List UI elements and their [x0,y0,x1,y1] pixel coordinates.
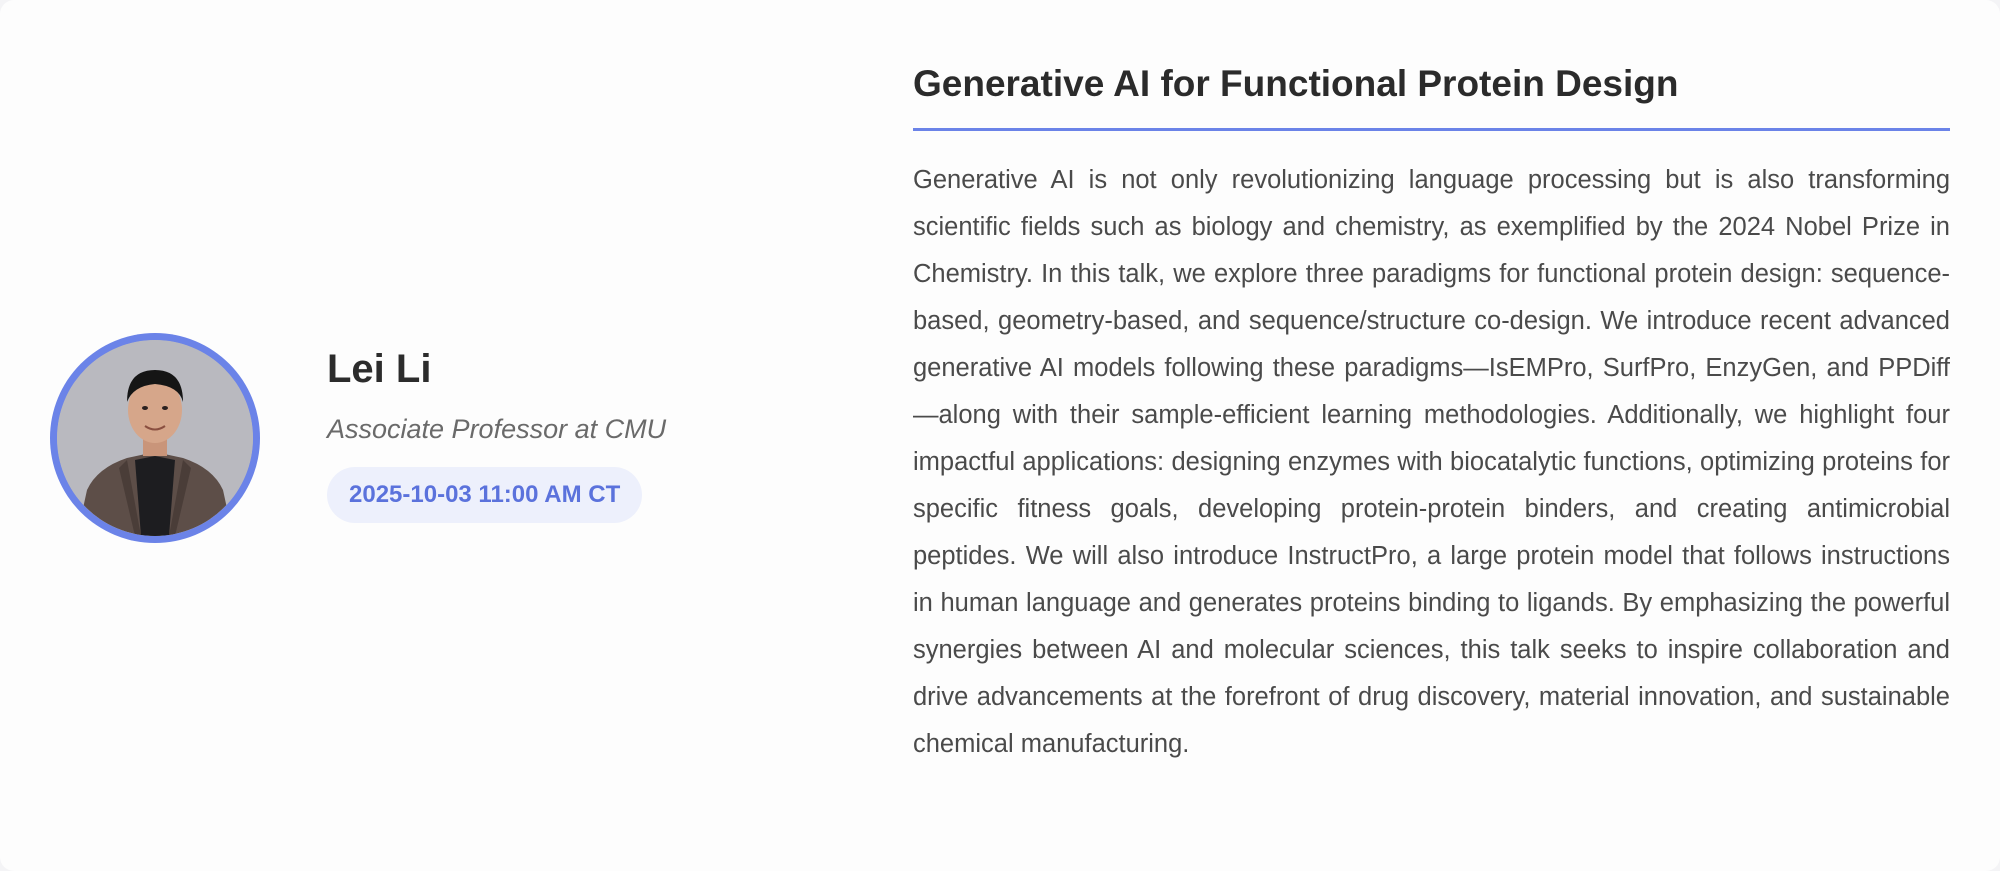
talk-title: Generative AI for Functional Protein Design [913,60,1950,131]
speaker-photo [57,340,253,536]
speaker-info [327,345,666,523]
avatar-ring [50,333,260,543]
talk-abstract: Generative AI is not only revolutionizing language processing but is also transforming scientific fields such as biology and chemistry, as exemplified by the 2024 Nobel Prize in Chemistry. In this talk, we explore three paradigms for functional protein design: sequence-based, geometry-based, and sequence/structure co-design. We introduce recent advanced generative AI models following these paradigms—IsEMPro, SurfPro, EnzyGen, and PPDiff—along with their sample-efficient learning methodologies. Additionally, we highlight four impactful applications: designing enzymes with biocatalytic functions, optimizing proteins for specific fitness goals, developing protein-protein binders, and creating antimicrobial peptides. We will also introduce InstructPro, a large protein model that follows instructions in human language and generates proteins binding to ligands. By emphasizing the powerful synergies between AI and molecular sciences, this talk seeks to inspire collaboration and drive advancements at the forefront of drug discovery, material innovation, and sustainable chemical manufacturing. [913,166,1950,758]
speaker-role: Associate Professor at CMU [327,414,667,444]
talk-section [913,60,1950,768]
speaker-section [50,333,850,543]
date-badge: 2025-10-03 11:00 AM CT [327,467,642,523]
speaker-name: Lei Li [327,347,432,391]
